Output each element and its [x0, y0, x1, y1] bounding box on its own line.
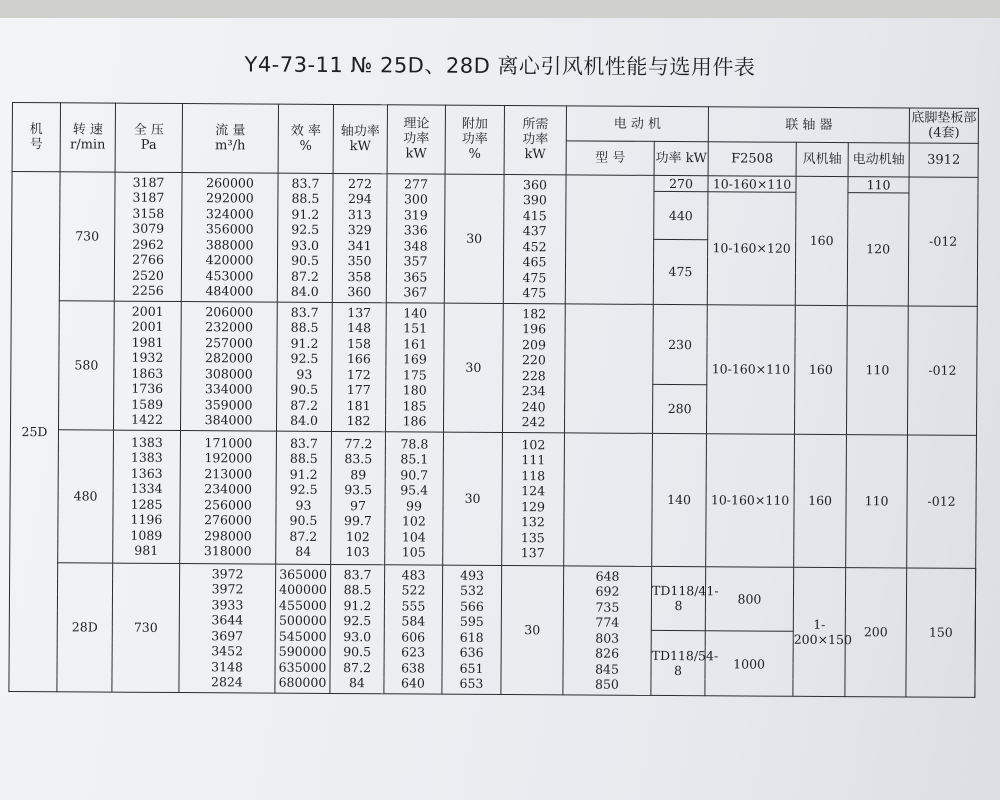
table-value: 213000	[204, 465, 253, 482]
table-value: 92.5	[289, 481, 318, 497]
table-value: 132	[520, 514, 545, 530]
table-value: 83.7	[290, 304, 319, 320]
extra-power-cell: 30	[501, 565, 564, 695]
extra-power-cell: 30	[443, 303, 503, 432]
coupling-cell: 10-160×110	[708, 175, 796, 192]
base-plate-cell: -012	[907, 435, 977, 568]
table-value: 95.4	[400, 482, 429, 498]
table-value: 90.5	[290, 381, 319, 397]
table-value: 99	[406, 498, 423, 514]
table-value: 590000	[278, 643, 327, 660]
table-value: 1863	[131, 365, 164, 381]
table-value: 92.5	[291, 221, 320, 237]
fan-shaft-cell: 160	[795, 176, 848, 305]
table-value: 118	[521, 467, 546, 483]
motor-model-cell	[564, 432, 653, 566]
shaft-power-cell	[332, 173, 387, 302]
table-value: 3187	[132, 174, 165, 190]
motor-power-cell: 440	[654, 191, 708, 240]
table-value: 465	[522, 254, 547, 270]
table-value: 360	[347, 284, 372, 300]
table-value: 358	[347, 268, 372, 284]
table-value: 1363	[130, 465, 163, 481]
table-value: 182	[522, 305, 547, 321]
flow-cell	[181, 172, 278, 302]
table-value: 169	[402, 351, 427, 367]
flow-cell	[180, 430, 277, 564]
required-power-cell	[502, 432, 565, 565]
table-value: 3697	[211, 628, 244, 644]
table-value: 83.5	[344, 451, 373, 467]
table-value: 242	[521, 414, 546, 430]
extra-power-cell: 30	[443, 432, 503, 565]
speed-730-28d: 730	[112, 563, 180, 693]
table-value: 680000	[278, 674, 327, 691]
table-value: 483	[401, 567, 426, 583]
speed-730: 730	[59, 171, 115, 300]
table-value: 350	[347, 253, 372, 269]
table-value: 88.5	[343, 582, 372, 598]
table-value: 475	[522, 285, 547, 301]
table-value: 85.1	[400, 451, 429, 467]
motor-power-cell: 230	[653, 304, 708, 385]
header-required-power: 所需 功率 kW	[504, 106, 566, 175]
theory-power-cell	[442, 565, 502, 695]
table-value: 2766	[132, 251, 164, 268]
table-value: 1334	[130, 480, 163, 497]
efficiency-cell	[276, 431, 332, 564]
table-value: 365000	[279, 566, 328, 582]
table-value: 282000	[205, 350, 253, 366]
header-shaft-power: 轴功率 kW	[333, 104, 387, 173]
motor-model-cell: TD118/54-8	[651, 631, 705, 696]
table-value: 260000	[206, 174, 254, 191]
header-flow: 流 量 m³/h	[182, 104, 278, 173]
table-value: 93.0	[343, 628, 372, 645]
table-value: 300	[403, 191, 428, 207]
table-value: 294	[347, 191, 372, 207]
table-value: 850	[594, 676, 619, 693]
table-value: 318000	[203, 543, 252, 559]
table-value: 2001	[131, 303, 164, 319]
table-value: 1089	[130, 527, 163, 543]
table-value: 735	[595, 599, 620, 615]
table-value: 232000	[205, 319, 254, 335]
motor-model-cell	[564, 303, 653, 433]
table-value: 415	[522, 207, 547, 223]
efficiency-cell	[330, 564, 385, 694]
table-value: 1383	[130, 434, 163, 450]
motor-shaft-cell: 150	[906, 568, 976, 698]
table-value: 2256	[131, 282, 164, 299]
table-value: 180	[402, 382, 427, 398]
table-value: 981	[134, 542, 159, 558]
shaft-power-cell	[331, 302, 386, 431]
table-value: 2520	[131, 267, 164, 283]
table-value: 175	[402, 366, 427, 383]
table-value: 272	[348, 175, 372, 191]
header-machine-no: 机 号	[12, 103, 60, 172]
table-value: 90.5	[291, 252, 320, 268]
table-value: 774	[595, 614, 620, 631]
table-value: 185	[402, 397, 427, 414]
motor-power-cell: 280	[652, 385, 706, 434]
table-value: 566	[459, 598, 484, 614]
table-value: 102	[521, 436, 546, 452]
table-value: 3933	[211, 597, 244, 613]
table-value: 584	[401, 613, 426, 629]
table-title: Y4-73-11 № 25D、28D 离心引风机性能与选用件表	[244, 52, 756, 80]
table-value: 196	[522, 321, 547, 337]
table-value: 555	[401, 598, 426, 614]
table-value: 1981	[131, 334, 164, 350]
table-value: 390	[522, 192, 547, 208]
table-value: 88.5	[289, 450, 318, 466]
header-pressure: 全 压 Pa	[115, 103, 182, 172]
table-value: 606	[401, 629, 426, 645]
header-efficiency: 效 率 %	[278, 104, 333, 173]
table-value: 84	[348, 675, 365, 691]
table-value: 348	[403, 237, 428, 254]
table-value: 91.2	[291, 206, 320, 222]
table-value: 206000	[205, 303, 254, 320]
table-value: 388000	[205, 236, 254, 253]
speed-580: 580	[59, 300, 115, 429]
table-value: 357	[403, 253, 428, 269]
fan-shaft-cell: 200	[845, 567, 907, 697]
speed-480: 480	[58, 429, 114, 562]
table-value: 420000	[205, 252, 254, 268]
table-value: 91.2	[289, 466, 318, 482]
table-value: 803	[595, 630, 620, 646]
table-value: 103	[345, 544, 370, 560]
table-value: 500000	[278, 612, 327, 629]
table-value: 256000	[204, 496, 252, 513]
header-coupling: 联 轴 器	[708, 107, 909, 144]
table-value: 84	[295, 543, 312, 559]
extra-power-cell: 30	[444, 174, 504, 303]
table-value: 455000	[279, 597, 327, 613]
table-value: 475	[522, 269, 547, 285]
table-value: 2962	[132, 236, 165, 252]
header-speed: 转 速 r/min	[60, 103, 115, 172]
table-value: 636	[459, 645, 484, 661]
header-base-plate-code: 3912	[909, 143, 978, 177]
table-value: 84.0	[290, 283, 319, 299]
table-value: 437	[522, 223, 547, 239]
table-value: 484000	[205, 283, 254, 299]
table-value: 257000	[205, 334, 253, 351]
shaft-power-cell	[331, 431, 386, 564]
motor-power-cell: 800	[705, 566, 793, 631]
table-value: 92.5	[290, 350, 319, 366]
table-value: 3452	[211, 643, 244, 659]
table-value: 1589	[131, 396, 164, 412]
machine-25d: 25D	[9, 171, 60, 692]
table-value: 324000	[205, 205, 254, 222]
table-value: 623	[401, 644, 426, 660]
table-value: 360	[523, 176, 547, 192]
table-value: 177	[346, 382, 371, 398]
table-value: 124	[521, 483, 546, 499]
motor-shaft-cell: 120	[847, 192, 909, 305]
shaft-power-cell	[384, 564, 443, 694]
header-motor-power: 功率 kW	[654, 142, 708, 176]
table-value: 3148	[211, 659, 244, 675]
table-value: 135	[520, 529, 545, 545]
table-value: 308000	[204, 365, 253, 382]
table-value: 3158	[132, 205, 165, 221]
table-value: 3187	[132, 189, 165, 206]
coupling-cell: 10-160×120	[707, 191, 796, 304]
table-value: 651	[459, 660, 484, 676]
table-value: 692	[595, 583, 620, 600]
motor-power-cell: 475	[653, 240, 707, 305]
table-value: 182	[346, 413, 371, 429]
table-value: 234000	[204, 481, 253, 497]
fan-shaft-cell: 160	[794, 434, 847, 567]
table-value: 220	[521, 352, 546, 368]
table-value: 845	[595, 661, 620, 677]
table-value: 90.5	[289, 512, 318, 528]
table-value: 93.0	[291, 237, 320, 253]
motor-power-cell: 270	[654, 175, 708, 191]
table-value: 105	[401, 544, 426, 560]
table-value: 3079	[132, 220, 165, 237]
table-value: 313	[347, 206, 372, 222]
table-value: 102	[345, 528, 370, 544]
table-value: 84.0	[290, 412, 319, 428]
header-motor: 电 动 机	[566, 106, 708, 142]
table-value: 635000	[278, 659, 327, 675]
required-power-cell	[502, 303, 565, 432]
base-plate-cell: -012	[908, 177, 978, 306]
header-base-plate: 底脚垫板部 (4套)	[909, 108, 978, 144]
table-value: 77.2	[344, 435, 373, 451]
theory-power-cell	[386, 173, 445, 302]
table-value: 648	[595, 568, 620, 584]
pressure-cell	[113, 430, 181, 563]
table-value: 93	[295, 497, 312, 513]
flow-cell	[180, 301, 277, 431]
motor-shaft-cell: 110	[848, 176, 909, 192]
table-value: 111	[521, 452, 546, 468]
pressure-cell	[114, 172, 182, 301]
table-value: 93.5	[344, 482, 373, 498]
table-value: 329	[347, 222, 372, 238]
table-value: 102	[401, 513, 426, 529]
table-value: 595	[459, 614, 484, 630]
table-value: 277	[404, 175, 428, 192]
coupling-cell: 10-160×110	[706, 433, 795, 567]
table-value: 240	[521, 398, 546, 414]
base-plate-cell: -012	[908, 306, 978, 435]
coupling-cell: 10-160×110	[707, 304, 796, 434]
flow-cell	[275, 564, 331, 694]
table-value: 3644	[211, 612, 244, 628]
table-value: 87.2	[290, 397, 319, 413]
fan-performance-table	[8, 102, 979, 698]
table-value: 148	[347, 320, 372, 336]
table-value: 83.7	[291, 175, 320, 191]
pressure-cell	[114, 301, 182, 430]
table-value: 640	[400, 675, 425, 691]
machine-28d: 28D	[57, 562, 113, 692]
table-value: 276000	[204, 512, 252, 528]
motor-power-cell: 1000	[705, 631, 793, 696]
table-value: 341	[347, 237, 372, 253]
table-value: 452	[522, 238, 547, 254]
table-value: 181	[346, 397, 371, 413]
table-value: 1383	[130, 449, 163, 466]
table-value: 1422	[131, 411, 164, 428]
table-value: 91.2	[290, 335, 319, 351]
fan-shaft-cell: 160	[795, 305, 848, 434]
efficiency-cell	[276, 302, 332, 431]
table-value: 99.7	[343, 513, 372, 529]
table-value: 78.8	[400, 435, 429, 452]
table-value: 171000	[204, 434, 253, 451]
motor-model-cell	[565, 174, 654, 304]
table-value: 90.5	[343, 644, 372, 660]
table-value: 161	[403, 335, 427, 352]
table-value: 137	[347, 304, 372, 320]
table-value: 826	[595, 645, 620, 662]
efficiency-cell	[277, 173, 333, 302]
header-coupling-model: F2508	[708, 142, 796, 176]
theory-power-cell	[385, 302, 444, 431]
table-value: 453000	[205, 267, 254, 284]
table-value: 532	[460, 583, 484, 599]
table-value: 234	[521, 383, 546, 399]
table-value: 367	[403, 284, 428, 300]
required-power-cell	[503, 174, 566, 303]
table-value: 359000	[204, 396, 253, 413]
table-value: 83.7	[289, 435, 318, 451]
table-value: 228	[521, 367, 546, 383]
table-value: 336	[403, 222, 428, 238]
header-fan-shaft: 风机轴	[796, 143, 848, 177]
header-theory-power: 理论 功率 kW	[387, 105, 445, 174]
table-value: 88.5	[290, 319, 319, 335]
table-value: 129	[521, 498, 546, 514]
coupling-cell: 1-200×150	[793, 567, 846, 697]
table-value: 653	[459, 676, 484, 692]
table-value: 3972	[211, 566, 244, 582]
table-value: 545000	[278, 628, 327, 644]
table-value: 88.5	[291, 190, 320, 206]
table-value: 2001	[131, 318, 164, 335]
required-power-cell	[563, 565, 652, 695]
motor-model-cell: TD118/41-8	[651, 566, 705, 631]
table-value: 292000	[206, 190, 254, 206]
table-value: 137	[520, 545, 545, 561]
table-value: 151	[403, 320, 428, 336]
table-value: 92.5	[343, 613, 372, 629]
table-value: 87.2	[343, 659, 372, 676]
table-value: 400000	[279, 581, 327, 598]
table-value: 97	[350, 497, 367, 513]
table-value: 166	[346, 351, 371, 367]
table-value: 186	[402, 413, 427, 429]
table-value: 2824	[211, 674, 243, 690]
table-value: 87.2	[289, 528, 318, 544]
table-value: 319	[403, 206, 428, 223]
header-motor-shaft: 电动机轴	[848, 143, 909, 177]
table-value: 172	[346, 366, 371, 382]
table-value: 638	[401, 660, 426, 676]
table-value: 493	[460, 567, 485, 583]
table-value: 356000	[205, 221, 254, 237]
table-value: 1285	[130, 496, 163, 512]
table-value: 140	[403, 304, 428, 321]
table-value: 1932	[131, 349, 164, 366]
table-value: 90.7	[400, 466, 429, 483]
header-motor-model: 型 号	[566, 141, 654, 175]
table-value: 384000	[204, 412, 253, 428]
table-value: 104	[401, 528, 426, 545]
header-extra-power: 附加 功率 %	[445, 105, 504, 174]
table-value: 618	[459, 629, 484, 645]
table-value: 3972	[211, 581, 244, 597]
table-value: 298000	[203, 527, 252, 544]
table-value: 89	[350, 466, 367, 482]
motor-shaft-cell: 110	[846, 434, 908, 567]
table-value: 334000	[204, 381, 253, 397]
table-value: 93	[296, 366, 313, 382]
table-value: 209	[522, 336, 546, 352]
table-value: 522	[401, 582, 426, 598]
table-value: 192000	[204, 450, 253, 466]
table-value: 83.7	[343, 566, 372, 583]
motor-power-cell: 140	[652, 433, 707, 566]
table-value: 158	[347, 335, 372, 351]
table-value: 87.2	[290, 268, 319, 284]
pressure-cell	[179, 563, 276, 693]
table-value: 91.2	[343, 597, 372, 614]
motor-shaft-cell: 110	[847, 305, 909, 434]
theory-power-cell	[385, 431, 444, 564]
table-value: 1736	[131, 380, 164, 397]
table-value: 1196	[130, 511, 163, 528]
table-value: 365	[403, 268, 428, 285]
